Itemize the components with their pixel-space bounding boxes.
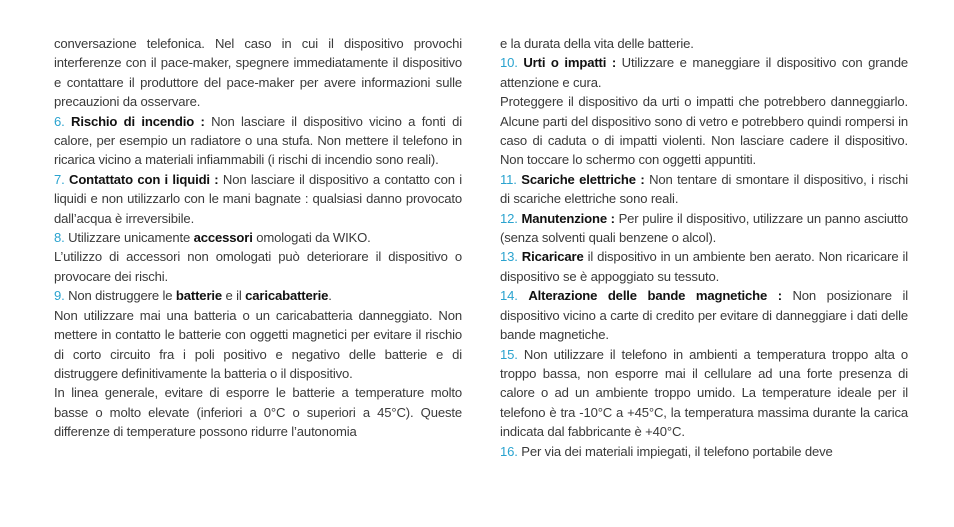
section-number: 8. <box>54 230 65 246</box>
right-column <box>500 34 908 461</box>
section-title: Ricaricare <box>521 249 584 265</box>
section-number: 15. <box>500 346 518 362</box>
section-13-recharge <box>500 247 908 286</box>
section-title: Rischio di incendio : <box>71 113 205 129</box>
section-text: Per via dei materiali impiegati, il telefono portabile deve <box>517 443 833 459</box>
section-title: batterie <box>175 288 223 304</box>
section-title: Scariche elettriche : <box>521 171 645 187</box>
section-9-body-2: In linea generale, evitare di esporre le batterie a temperature molto basse o molto elevate (inferiori a 0°C o superiori a 45°C). Queste differenze di temperature possono ridurre l’autonomia <box>54 385 462 440</box>
section-text: il dispositivo in un ambiente ben aerato. Non ricaricare il dispositivo se è appoggiato su tessuto. <box>500 249 908 284</box>
section-text: Non lasciare il dispositivo vicino a fonti di calore, per esempio un radiatore o una stufa. Non mettere il telefono in ricarica vicino a materiali infiammabili (i rischi di incendio sono reali). <box>54 113 462 168</box>
continuation-paragraph: e la durata della vita delle batterie. <box>500 36 694 51</box>
section-number: 12. <box>500 210 518 226</box>
section-number: 14. <box>500 288 518 304</box>
section-number: 6. <box>54 113 65 129</box>
section-title: Contattato con i liquidi : <box>69 171 219 187</box>
section-8-accessories <box>54 228 462 247</box>
section-title: Manutenzione : <box>521 210 615 226</box>
section-text: Non distruggere le <box>64 288 176 304</box>
section-7-liquids <box>54 170 462 228</box>
section-number: 10. <box>500 55 518 71</box>
section-number: 16. <box>500 443 518 459</box>
section-6-fire-risk <box>54 112 462 170</box>
section-text: Non tentare di smontare il dispositivo, i rischi di scariche elettriche sono reali. <box>500 171 908 207</box>
section-text: Non posizionare il dispositivo vicino a carte di credito per evitare di danneggiare i dati delle bande magnetiche. <box>500 288 909 343</box>
section-title: Urti o impatti : <box>523 55 617 71</box>
section-15-temperature <box>500 345 908 442</box>
section-10-impacts <box>500 53 908 92</box>
section-text: Utilizzare unicamente <box>64 230 194 246</box>
intro-paragraph: conversazione telefonica. Nel caso in cui il dispositivo provochi interferenze con il pace-maker, spegnere immediatamente il dispositivo e contattare il produttore del pace-maker per avere informazioni sulle precauzioni da osservare. <box>54 36 462 110</box>
left-column <box>54 34 462 442</box>
section-title: accessori <box>193 230 253 246</box>
section-number: 13. <box>500 249 518 265</box>
section-16-materials <box>500 442 908 461</box>
section-text: e il <box>222 288 246 304</box>
section-9-body-1: Non utilizzare mai una batteria o un caricabatteria danneggiato. Non mettere in contatto le batterie con oggetti magnetici per evitare il rischio di corto circuito fra i poli positivo e negativo delle batterie e di distruggere definitivamente la batteria o il dispositivo. <box>54 307 462 381</box>
section-11-electric-shock <box>500 170 908 209</box>
section-8-body: L’utilizzo di accessori non omologati può deteriorare il dispositivo o provocare dei rischi. <box>54 249 462 284</box>
section-title: Alterazione delle bande magnetiche : <box>528 288 782 304</box>
section-number: 11. <box>500 171 517 187</box>
section-title: caricabatterie <box>245 288 329 304</box>
section-text: Non utilizzare il telefono in ambienti a temperatura troppo alta o troppo bassa, non esporre mai il cellulare ad una forte presenza di calore o ad un ambiente troppo umido. La temperature ideale per il telefono è tra -10°C a +45°C, la temperatura massima durante la carica indicata dal fabbricante è +40°C. <box>500 346 908 440</box>
section-text: . <box>328 288 332 304</box>
section-text: omologati da WIKO. <box>252 230 371 246</box>
section-number: 9. <box>54 288 65 304</box>
section-9-batteries <box>54 286 462 305</box>
section-text: Utilizzare e maneggiare il dispositivo con grande attenzione e cura. <box>500 55 908 90</box>
section-14-magnetic-strips <box>500 286 908 344</box>
section-12-maintenance <box>500 209 908 248</box>
section-10-body: Proteggere il dispositivo da urti o impatti che potrebbero danneggiarlo. Alcune parti del dispositivo sono di vetro e potrebbero quindi rompersi in caso di caduta o di impatti violenti. Non lasciare cadere il dispositivo. Non toccare lo schermo con oggetti appuntiti. <box>500 94 908 168</box>
section-number: 7. <box>54 171 65 187</box>
section-text: Per pulire il dispositivo, utilizzare un panno asciutto (senza solventi quali benzene o alcol). <box>500 210 908 246</box>
section-text: Non lasciare il dispositivo a contatto con i liquidi e non utilizzarlo con le mani bagnate : qualsiasi danno provocato dall’acqua è irreversibile. <box>54 171 462 226</box>
